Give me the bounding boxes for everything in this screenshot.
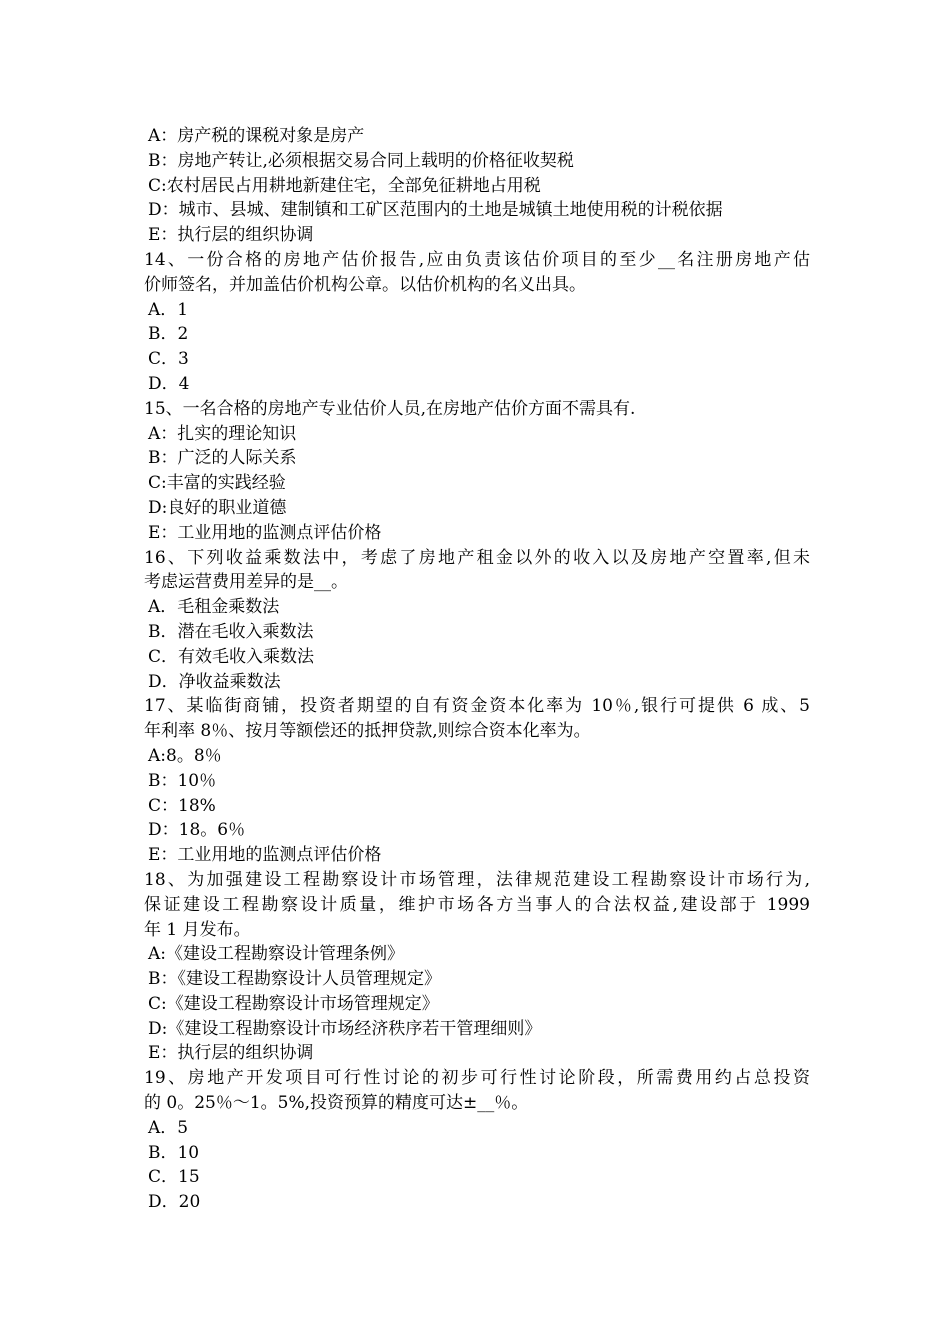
answer-option-line: A．5 — [148, 1117, 189, 1138]
question-text-line: 19、房地产开发项目可行性讨论的初步可行性讨论阶段，所需费用约占总投资 — [144, 1068, 810, 1089]
answer-option-line: E：执行层的组织协调 — [148, 1043, 314, 1064]
question-text-line: 16、下列收益乘数法中，考虑了房地产租金以外的收入以及房地产空置率,但未 — [144, 547, 810, 568]
answer-option-line: A:《建设工程勘察设计管理条例》 — [148, 944, 405, 965]
answer-option-line: B．2 — [148, 324, 189, 345]
question-text-line: 14、一份合格的房地产估价报告,应由负责该估价项目的至少__名注册房地产估 — [144, 249, 810, 270]
question-text-line: 17、某临街商铺，投资者期望的自有资金资本化率为 10％,银行可提供 6 成、5 — [144, 696, 810, 717]
answer-option-line: D．4 — [148, 373, 190, 394]
answer-option-line: E：工业用地的监测点评估价格 — [148, 845, 382, 866]
answer-option-line: E：执行层的组织协调 — [148, 225, 314, 246]
question-text-line: 15、一名合格的房地产专业估价人员,在房地产估价方面不需具有. — [144, 398, 636, 419]
answer-option-line: E：工业用地的监测点评估价格 — [148, 522, 382, 543]
question-text-line: 价师签名，并加盖估价机构公章。以估价机构的名义出具。 — [144, 274, 586, 295]
answer-option-line: B：广泛的人际关系 — [148, 448, 297, 469]
answer-option-line: B．10 — [148, 1142, 200, 1163]
answer-option-line: B：《建设工程勘察设计人员管理规定》 — [148, 969, 441, 990]
exam-text-body — [144, 124, 810, 1215]
question-text-line: 的 0。25％～1。5%,投资预算的精度可达±__％。 — [144, 1093, 529, 1114]
answer-option-line: D：城市、县城、建制镇和工矿区范围内的土地是城镇土地使用税的计税依据 — [148, 200, 723, 221]
answer-option-line: D．20 — [148, 1192, 201, 1213]
answer-option-line: C．3 — [148, 349, 189, 370]
answer-option-line: C:《建设工程勘察设计市场管理规定》 — [148, 993, 439, 1014]
answer-option-line: C．有效毛收入乘数法 — [148, 646, 315, 667]
answer-option-line: A：房产税的课税对象是房产 — [148, 126, 365, 146]
answer-option-line: D:良好的职业道德 — [148, 497, 287, 518]
answer-option-line: C:农村居民占用耕地新建住宅，全部免征耕地占用税 — [148, 175, 541, 196]
answer-option-line: B：10％ — [148, 770, 217, 791]
question-text-line: 保证建设工程勘察设计质量，维护市场各方当事人的合法权益,建设部于 1999 — [144, 894, 810, 915]
question-text-line: 18、为加强建设工程勘察设计市场管理，法律规范建设工程勘察设计市场行为, — [144, 869, 810, 890]
answer-option-line: D:《建设工程勘察设计市场经济秩序若干管理细则》 — [148, 1018, 542, 1039]
answer-option-line: A．1 — [148, 299, 189, 320]
question-text-line: 考虑运营费用差异的是__。 — [144, 572, 348, 593]
answer-option-line: A:8。8％ — [148, 745, 222, 766]
answer-option-line: D．净收益乘数法 — [148, 671, 281, 692]
answer-option-line: C:丰富的实践经验 — [148, 473, 286, 494]
question-text-line: 年 1 月发布。 — [144, 919, 251, 940]
answer-option-line: A．毛租金乘数法 — [148, 597, 280, 618]
answer-option-line: B：房地产转让,必须根据交易合同上载明的价格征收契税 — [148, 150, 574, 171]
answer-option-line: B．潜在毛收入乘数法 — [148, 621, 314, 642]
answer-option-line: C．15 — [148, 1167, 200, 1188]
answer-option-line: A：扎实的理论知识 — [148, 423, 297, 444]
answer-option-line: D：18。6％ — [148, 820, 246, 841]
question-text-line: 年利率 8％、按月等额偿还的抵押贷款,则综合资本化率为。 — [144, 721, 591, 742]
answer-option-line: C：18% — [148, 795, 216, 816]
